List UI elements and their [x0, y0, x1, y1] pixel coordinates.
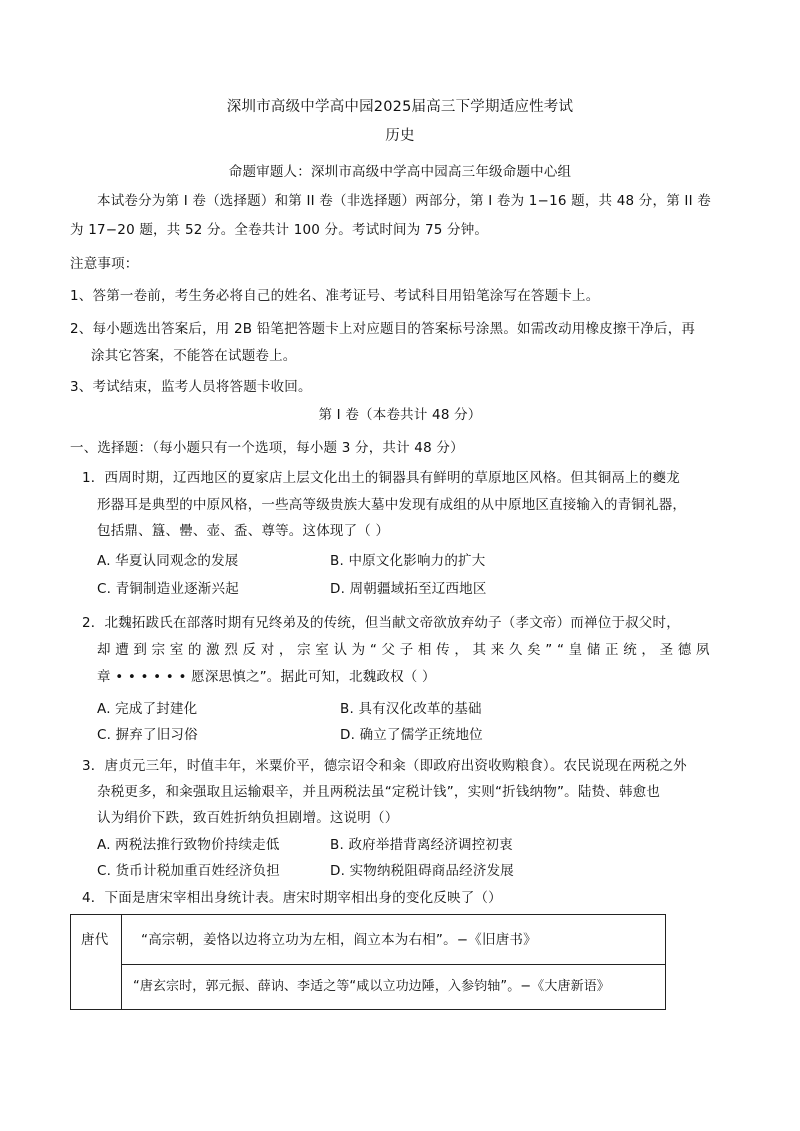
table-era-cell: 唐代 — [81, 932, 109, 948]
q3-option-a[interactable]: A. 两税法推行致物价持续走低 — [97, 837, 280, 853]
table-row-2: “唐玄宗时，郭元振、薛讷、李适之等“咸以立功边陲，入参钧轴”。−《大唐新语》 — [133, 979, 610, 994]
q3-option-c[interactable]: C. 货币计税加重百姓经济负担 — [97, 863, 281, 879]
q2-line-1: 2．北魏拓跋氏在部落时期有兄终弟及的传统，但当献文帝欲放弃幼子（孝文帝）而禅位于叔父时， — [82, 615, 680, 631]
q3-line-3: 认为绢价下跌，致百姓折纳负担剧增。这说明（） — [97, 810, 399, 826]
exam-authors: 命题审题人：深圳市高级中学高中园高三年级命题中心组 — [228, 164, 572, 180]
q1-option-c[interactable]: C. 青铜制造业逐渐兴起 — [97, 581, 239, 597]
q3-option-b[interactable]: B. 政府举措背离经济调控初衷 — [330, 837, 513, 853]
note-1: 1、答第一卷前，考生务必将自己的姓名、准考证号、考试科目用铅笔涂写在答题卡上。 — [70, 288, 600, 304]
q4-line-1: 4．下面是唐宋宰相出身统计表。唐宋时期宰相出身的变化反映了（） — [82, 890, 502, 906]
q3-line-1: 3．唐贞元三年，时值丰年，米粟价平，德宗诏令和籴（即政府出资收购粮食）。农民说现在两税之外 — [82, 758, 687, 774]
q2-option-c[interactable]: C. 摒弃了旧习俗 — [97, 727, 198, 743]
table-row-1: “高宗朝，姜恪以边将立功为左相，阎立本为右相”。−《旧唐书》 — [141, 932, 537, 948]
intro-line-1: 本试卷分为第 I 卷（选择题）和第 II 卷（非选择题）两部分，第 I 卷为 1−16 题，共 48 分，第 II 卷 — [97, 193, 711, 209]
note-2-line-2: 涂其它答案，不能答在试题卷上。 — [91, 348, 297, 364]
section-title: 第 I 卷（本卷共计 48 分） — [318, 407, 482, 423]
q1-line-2: 形器耳是典型的中原风格，一些高等级贵族大墓中发现有成组的从中原地区直接输入的青铜礼器， — [97, 497, 687, 513]
q1-line-1: 1．西周时期，辽西地区的夏家店上层文化出土的铜器具有鲜明的草原地区风格。但其铜鬲上的夔龙 — [82, 470, 680, 486]
q1-line-3: 包括鼎、簋、罍、壶、盉、尊等。这体现了（ ） — [97, 523, 390, 539]
note-3: 3、考试结束，监考人员将答题卡收回。 — [70, 379, 312, 395]
note-2-line-1: 2、每小题选出答案后，用 2B 铅笔把答题卡上对应题目的答案标号涂黑。如需改动用橡皮擦干净后，再 — [70, 321, 696, 337]
q2-option-d[interactable]: D. 确立了儒学正统地位 — [340, 727, 483, 743]
notes-heading: 注意事项： — [70, 256, 139, 272]
q1-option-b[interactable]: B. 中原文化影响力的扩大 — [330, 553, 486, 569]
table-divider-horizontal — [121, 964, 666, 965]
exam-subject: 历史 — [385, 128, 415, 144]
q1-option-d[interactable]: D. 周朝疆域拓至辽西地区 — [330, 581, 487, 597]
section-part: 一、选择题：（每小题只有一个选项，每小题 3 分，共计 48 分） — [70, 440, 464, 456]
q2-line-2: 却 遭 到 宗 室 的 激 烈 反 对 ， 宗 室 认 为 “ 父 子 相 传 ， 其 来 久 矣 ” “ 皇 储 正 统 ， 圣 德 夙 — [97, 642, 710, 658]
q2-option-b[interactable]: B. 具有汉化改革的基础 — [340, 701, 482, 717]
q2-line-3: 章 • • • • • • 愿深思慎之”。据此可知，北魏政权（ ） — [97, 669, 436, 685]
q3-line-2: 杂税更多，和籴强取且运输艰辛，并且两税法虽“定税计钱”，实则“折钱纳物”。陆贽、韩愈也 — [97, 784, 661, 800]
q4-table — [70, 914, 666, 1010]
q3-option-d[interactable]: D. 实物纳税阻碍商品经济发展 — [330, 863, 514, 879]
intro-line-2: 为 17−20 题，共 52 分。全卷共计 100 分。考试时间为 75 分钟。 — [70, 222, 489, 238]
table-divider-vertical — [121, 915, 122, 1010]
q2-option-a[interactable]: A. 完成了封建化 — [97, 701, 198, 717]
exam-title: 深圳市高级中学高中园2025届高三下学期适应性考试 — [226, 99, 574, 115]
q1-option-a[interactable]: A. 华夏认同观念的发展 — [97, 553, 239, 569]
